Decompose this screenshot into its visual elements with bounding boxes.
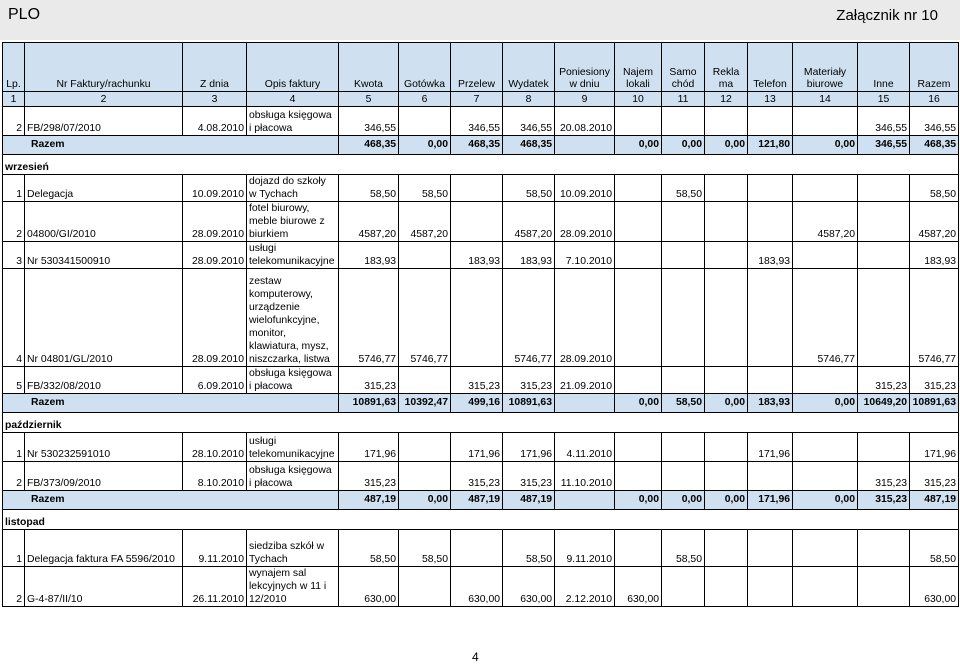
column-number: 1 xyxy=(3,92,25,107)
table-cell xyxy=(615,367,662,394)
table-cell xyxy=(705,202,748,242)
table-cell: 1 xyxy=(3,433,25,462)
table-cell xyxy=(705,530,748,567)
table-cell xyxy=(793,530,858,567)
table-cell: usługi telekomunikacyjne xyxy=(247,242,339,269)
table-cell xyxy=(793,107,858,136)
table-cell xyxy=(748,175,793,202)
table-cell: usługi telekomunikacyjne xyxy=(247,433,339,462)
table-cell: 4 xyxy=(3,269,25,367)
column-number: 14 xyxy=(793,92,858,107)
subtotal-cell: 0,00 xyxy=(615,491,662,510)
table-cell: 5746,77 xyxy=(910,269,959,367)
table-cell: 183,93 xyxy=(503,242,555,269)
column-header: Wydatek xyxy=(503,43,555,92)
table-cell: 4587,20 xyxy=(793,202,858,242)
column-number: 8 xyxy=(503,92,555,107)
subtotal-cell: 0,00 xyxy=(399,136,451,155)
table-cell xyxy=(793,433,858,462)
table-cell: FB/332/08/2010 xyxy=(25,367,183,394)
month-label: listopad xyxy=(3,510,959,530)
table-row xyxy=(3,242,959,269)
table-cell: 28.09.2010 xyxy=(183,242,247,269)
subtotal-cell: 121,80 xyxy=(748,136,793,155)
column-header: Materiały biurowe xyxy=(793,43,858,92)
table-cell: siedziba szkół w Tychach xyxy=(247,530,339,567)
table-cell: 630,00 xyxy=(910,567,959,607)
table-cell: Nr 04801/GL/2010 xyxy=(25,269,183,367)
table-cell: 3 xyxy=(3,242,25,269)
table-cell: 4587,20 xyxy=(399,202,451,242)
subtotal-cell: 487,19 xyxy=(339,491,399,510)
table-cell xyxy=(858,433,910,462)
subtotal-cell: 487,19 xyxy=(910,491,959,510)
column-header: Opis faktury xyxy=(247,43,339,92)
table-cell: 630,00 xyxy=(339,567,399,607)
subtotal-cell: 487,19 xyxy=(503,491,555,510)
month-label: wrzesień xyxy=(3,155,959,175)
column-number: 6 xyxy=(399,92,451,107)
table-cell: 20.08.2010 xyxy=(555,107,615,136)
table-cell xyxy=(399,462,451,491)
table-cell: 315,23 xyxy=(339,367,399,394)
table-cell: 171,96 xyxy=(748,433,793,462)
table-cell xyxy=(793,242,858,269)
table-cell xyxy=(399,567,451,607)
table-cell: 171,96 xyxy=(503,433,555,462)
column-number: 2 xyxy=(25,92,183,107)
table-cell: 315,23 xyxy=(910,367,959,394)
table-cell: 315,23 xyxy=(339,462,399,491)
table-cell xyxy=(615,107,662,136)
table-row xyxy=(3,462,959,491)
table-cell: 2 xyxy=(3,107,25,136)
table-row xyxy=(3,269,959,367)
subtotal-label: Razem xyxy=(3,394,339,413)
table-cell xyxy=(451,269,503,367)
table-cell xyxy=(615,242,662,269)
subtotal-cell: 58,50 xyxy=(662,394,705,413)
table-cell xyxy=(705,567,748,607)
subtotal-cell: 0,00 xyxy=(615,394,662,413)
column-header: Razem xyxy=(910,43,959,92)
table-cell xyxy=(399,107,451,136)
table-cell: zestaw komputerowy, urządzenie wielofunkcyjne, monitor, klawiatura, mysz, niszczarka, listwa xyxy=(247,269,339,367)
table-cell: obsługa księgowa i płacowa xyxy=(247,107,339,136)
table-cell: 1 xyxy=(3,175,25,202)
table-cell: 630,00 xyxy=(451,567,503,607)
table-cell: 2 xyxy=(3,202,25,242)
table-cell xyxy=(451,175,503,202)
table-cell: 346,55 xyxy=(503,107,555,136)
table-cell xyxy=(858,175,910,202)
table-row xyxy=(3,530,959,567)
table-cell: 315,23 xyxy=(451,462,503,491)
table-row xyxy=(3,367,959,394)
subtotal-cell: 0,00 xyxy=(662,136,705,155)
table-cell xyxy=(615,530,662,567)
table-cell xyxy=(451,202,503,242)
subtotal-cell xyxy=(555,136,615,155)
table-cell xyxy=(748,269,793,367)
table-cell xyxy=(858,269,910,367)
subtotal-label: Razem xyxy=(3,491,339,510)
subtotal-cell: 0,00 xyxy=(793,491,858,510)
table-cell xyxy=(705,242,748,269)
table-cell: 183,93 xyxy=(748,242,793,269)
column-header: Najem lokali xyxy=(615,43,662,92)
table-cell: 5746,77 xyxy=(793,269,858,367)
table-cell: 4587,20 xyxy=(910,202,959,242)
table-cell xyxy=(858,530,910,567)
table-cell: 346,55 xyxy=(451,107,503,136)
table-cell xyxy=(858,202,910,242)
column-header: Kwota xyxy=(339,43,399,92)
table-cell: 9.11.2010 xyxy=(555,530,615,567)
table-cell xyxy=(662,242,705,269)
column-number: 7 xyxy=(451,92,503,107)
subtotal-cell: 468,35 xyxy=(503,136,555,155)
table-cell: 28.09.2010 xyxy=(183,202,247,242)
subtotal-cell: 0,00 xyxy=(705,491,748,510)
subtotal-cell xyxy=(555,394,615,413)
table-cell: 183,93 xyxy=(451,242,503,269)
table-cell: Delegacja faktura FA 5596/2010 xyxy=(25,530,183,567)
table-cell xyxy=(858,567,910,607)
table-cell xyxy=(399,242,451,269)
table-cell xyxy=(662,462,705,491)
table-cell: 315,23 xyxy=(503,462,555,491)
subtotal-label: Razem xyxy=(3,136,339,155)
table-cell: 183,93 xyxy=(910,242,959,269)
subtotal-cell xyxy=(555,491,615,510)
table-cell xyxy=(748,530,793,567)
table-cell: 1 xyxy=(3,530,25,567)
table-cell: 183,93 xyxy=(339,242,399,269)
column-number: 12 xyxy=(705,92,748,107)
table-row xyxy=(3,107,959,136)
column-header: Poniesiony w dniu xyxy=(555,43,615,92)
column-number: 5 xyxy=(339,92,399,107)
column-number: 13 xyxy=(748,92,793,107)
table-cell: 630,00 xyxy=(615,567,662,607)
table-cell: 2 xyxy=(3,567,25,607)
table-cell xyxy=(705,367,748,394)
table-cell xyxy=(705,269,748,367)
table-cell: G-4-87/II/10 xyxy=(25,567,183,607)
table-row xyxy=(3,433,959,462)
table-cell: 4.08.2010 xyxy=(183,107,247,136)
table-cell xyxy=(748,202,793,242)
table-cell xyxy=(705,107,748,136)
subtotal-row xyxy=(3,491,959,510)
subtotal-cell: 10392,47 xyxy=(399,394,451,413)
table-row xyxy=(3,202,959,242)
table-cell: Nr 530232591010 xyxy=(25,433,183,462)
table-cell: 4.11.2010 xyxy=(555,433,615,462)
table-cell: 5 xyxy=(3,367,25,394)
month-label: październik xyxy=(3,413,959,433)
table-cell: 9.11.2010 xyxy=(183,530,247,567)
table-cell: 5746,77 xyxy=(339,269,399,367)
table-cell: 58,50 xyxy=(339,530,399,567)
table-cell: 28.09.2010 xyxy=(555,202,615,242)
table-cell: 630,00 xyxy=(503,567,555,607)
table-cell: 5746,77 xyxy=(503,269,555,367)
column-header: Przelew xyxy=(451,43,503,92)
subtotal-cell: 487,19 xyxy=(451,491,503,510)
column-number: 15 xyxy=(858,92,910,107)
table-cell xyxy=(748,107,793,136)
table-cell: 10.09.2010 xyxy=(183,175,247,202)
table-cell xyxy=(662,269,705,367)
subtotal-cell: 0,00 xyxy=(793,136,858,155)
column-number: 16 xyxy=(910,92,959,107)
table-cell xyxy=(662,107,705,136)
subtotal-cell: 499,16 xyxy=(451,394,503,413)
table-cell: 04800/GI/2010 xyxy=(25,202,183,242)
subtotal-cell: 0,00 xyxy=(705,394,748,413)
table-cell: obsługa księgowa i płacowa xyxy=(247,367,339,394)
table-cell: dojazd do szkoły w Tychach xyxy=(247,175,339,202)
column-header: Samo chód xyxy=(662,43,705,92)
table-cell xyxy=(793,175,858,202)
table-cell: 11.10.2010 xyxy=(555,462,615,491)
subtotal-cell: 0,00 xyxy=(793,394,858,413)
table-cell: 6.09.2010 xyxy=(183,367,247,394)
invoice-table xyxy=(2,42,959,607)
column-header: Z dnia xyxy=(183,43,247,92)
table-cell xyxy=(748,567,793,607)
table-cell: 315,23 xyxy=(910,462,959,491)
table-cell: 315,23 xyxy=(858,462,910,491)
table-cell xyxy=(662,202,705,242)
table-cell: 58,50 xyxy=(503,530,555,567)
table-cell xyxy=(451,530,503,567)
table-cell xyxy=(748,367,793,394)
table-cell xyxy=(858,242,910,269)
table-cell: FB/373/09/2010 xyxy=(25,462,183,491)
table-cell: 28.10.2010 xyxy=(183,433,247,462)
table-cell xyxy=(793,462,858,491)
table-cell: Nr 530341500910 xyxy=(25,242,183,269)
column-number: 3 xyxy=(183,92,247,107)
month-header-row xyxy=(3,155,959,175)
table-cell xyxy=(705,175,748,202)
column-number: 11 xyxy=(662,92,705,107)
column-header: Rekla ma xyxy=(705,43,748,92)
table-cell xyxy=(662,567,705,607)
table-cell: 346,55 xyxy=(339,107,399,136)
column-header: Gotówka xyxy=(399,43,451,92)
table-cell: 4587,20 xyxy=(503,202,555,242)
page-number: 4 xyxy=(472,650,479,664)
table-cell: 8.10.2010 xyxy=(183,462,247,491)
header-right-label: Załącznik nr 10 xyxy=(836,7,938,24)
column-header: Nr Faktury/rachunku xyxy=(25,43,183,92)
table-cell: 21.09.2010 xyxy=(555,367,615,394)
subtotal-cell: 183,93 xyxy=(748,394,793,413)
table-cell: obsługa księgowa i płacowa xyxy=(247,462,339,491)
table-cell: 28.09.2010 xyxy=(555,269,615,367)
table-cell: 4587,20 xyxy=(339,202,399,242)
table-cell: 10.09.2010 xyxy=(555,175,615,202)
table-cell xyxy=(662,433,705,462)
subtotal-cell: 10649,20 xyxy=(858,394,910,413)
subtotal-cell: 346,55 xyxy=(858,136,910,155)
column-header: Inne xyxy=(858,43,910,92)
table-cell: fotel biurowy, meble biurowe z biurkiem xyxy=(247,202,339,242)
subtotal-cell: 10891,63 xyxy=(339,394,399,413)
table-cell: 58,50 xyxy=(910,530,959,567)
header-row xyxy=(3,43,959,92)
table-cell: 58,50 xyxy=(662,530,705,567)
column-header: Lp. xyxy=(3,43,25,92)
table-cell: 26.11.2010 xyxy=(183,567,247,607)
subtotal-cell: 0,00 xyxy=(399,491,451,510)
table-cell xyxy=(399,433,451,462)
subtotal-cell: 10891,63 xyxy=(910,394,959,413)
table-cell xyxy=(615,269,662,367)
header-left-label: PLO xyxy=(8,6,41,23)
table-cell: 2 xyxy=(3,462,25,491)
table-cell: 58,50 xyxy=(399,530,451,567)
table-cell xyxy=(793,567,858,607)
subtotal-row xyxy=(3,136,959,155)
table-cell xyxy=(748,462,793,491)
table-row xyxy=(3,175,959,202)
table-cell: 171,96 xyxy=(339,433,399,462)
month-header-row xyxy=(3,413,959,433)
table-cell: 58,50 xyxy=(662,175,705,202)
column-number: 10 xyxy=(615,92,662,107)
column-header: Telefon xyxy=(748,43,793,92)
month-header-row xyxy=(3,510,959,530)
subtotal-cell: 315,23 xyxy=(858,491,910,510)
subtotal-cell: 10891,63 xyxy=(503,394,555,413)
table-cell: 171,96 xyxy=(451,433,503,462)
subtotal-row xyxy=(3,394,959,413)
table-cell: 58,50 xyxy=(399,175,451,202)
column-number-row xyxy=(3,92,959,107)
table-cell xyxy=(615,175,662,202)
table-cell xyxy=(793,367,858,394)
table-cell xyxy=(615,462,662,491)
table-cell xyxy=(705,433,748,462)
table-cell xyxy=(399,367,451,394)
column-number: 9 xyxy=(555,92,615,107)
subtotal-cell: 0,00 xyxy=(662,491,705,510)
table-cell xyxy=(662,367,705,394)
table-cell: wynajem sal lekcyjnych w 11 i 12/2010 xyxy=(247,567,339,607)
table-cell: 28.09.2010 xyxy=(183,269,247,367)
table-cell: 346,55 xyxy=(910,107,959,136)
table-cell: Delegacja xyxy=(25,175,183,202)
column-number: 4 xyxy=(247,92,339,107)
table-cell xyxy=(705,462,748,491)
subtotal-cell: 0,00 xyxy=(705,136,748,155)
table-cell: 7.10.2010 xyxy=(555,242,615,269)
table-cell: 346,55 xyxy=(858,107,910,136)
table-cell: 58,50 xyxy=(339,175,399,202)
table-cell: 58,50 xyxy=(910,175,959,202)
subtotal-cell: 468,35 xyxy=(451,136,503,155)
table-cell: 315,23 xyxy=(503,367,555,394)
table-cell: 58,50 xyxy=(503,175,555,202)
table-cell: FB/298/07/2010 xyxy=(25,107,183,136)
subtotal-cell: 171,96 xyxy=(748,491,793,510)
table-cell: 315,23 xyxy=(858,367,910,394)
table-row xyxy=(3,567,959,607)
subtotal-cell: 468,35 xyxy=(339,136,399,155)
table-cell: 315,23 xyxy=(451,367,503,394)
table-cell: 5746,77 xyxy=(399,269,451,367)
subtotal-cell: 468,35 xyxy=(910,136,959,155)
table-cell: 2.12.2010 xyxy=(555,567,615,607)
table-cell: 171,96 xyxy=(910,433,959,462)
subtotal-cell: 0,00 xyxy=(615,136,662,155)
page-header xyxy=(0,0,960,40)
table-cell xyxy=(615,433,662,462)
table-cell xyxy=(615,202,662,242)
